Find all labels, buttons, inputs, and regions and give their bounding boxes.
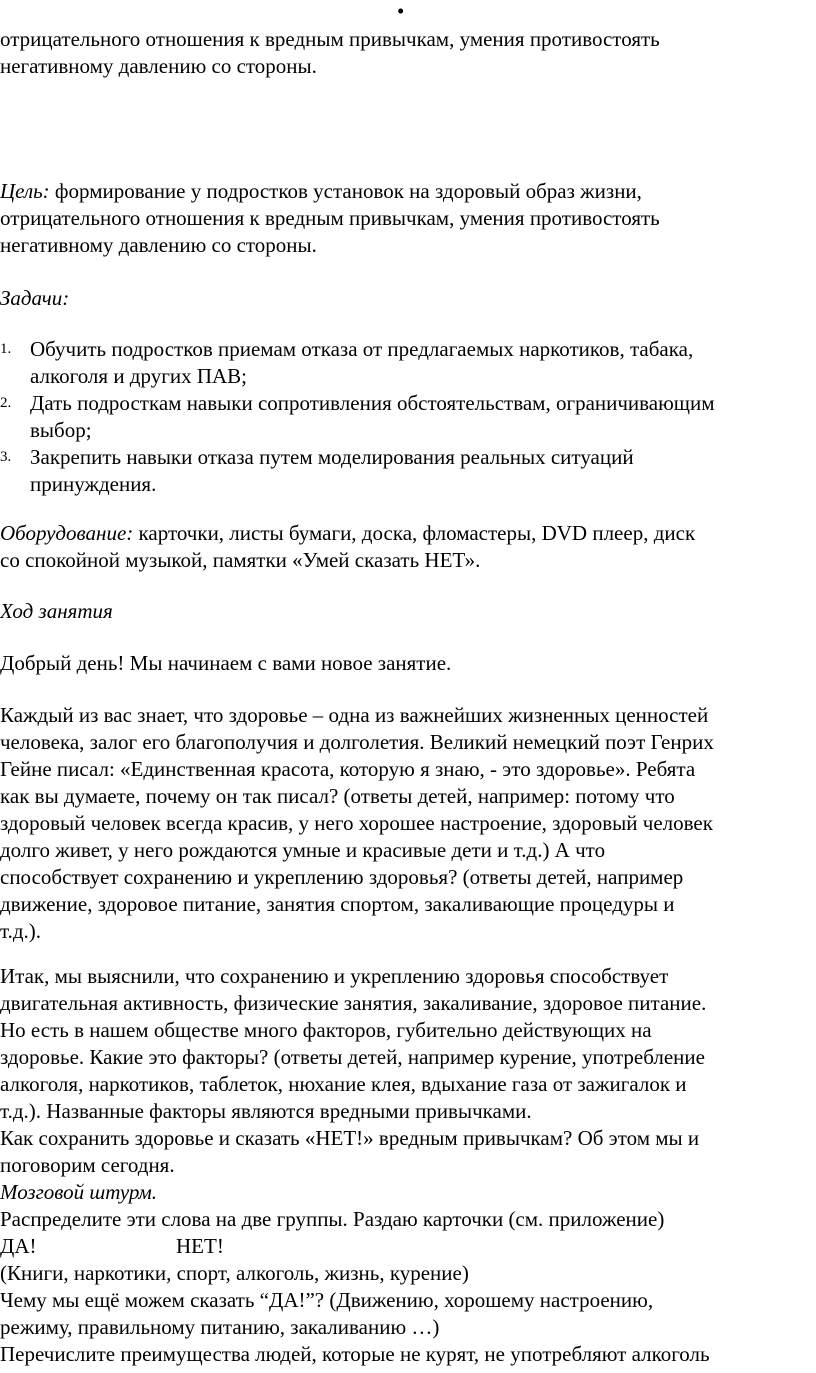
text-line: здоровый человек всегда красив, у него хорошее настроение, здоровый человек: [0, 811, 713, 835]
yes-no-row: [0, 1233, 816, 1260]
text-line: отрицательного отношения к вредным привычкам, умения противостоять: [0, 27, 660, 51]
yes-label: ДА!: [0, 1234, 37, 1258]
list-number: 2.: [0, 395, 12, 411]
brainstorm-instruction: Распределите эти слова на две группы. Раздаю карточки (см. приложение): [0, 1207, 665, 1231]
list-item: [0, 336, 816, 390]
equipment-label: Оборудование:: [0, 521, 134, 545]
list-number: 3.: [0, 449, 12, 465]
greeting-paragraph: Добрый день! Мы начинаем с вами новое занятие.: [0, 651, 452, 675]
text-line: со спокойной музыкой, памятки «Умей сказать НЕТ».: [0, 548, 481, 572]
list-item: [0, 390, 816, 444]
tasks-heading: Задачи:: [0, 286, 70, 310]
text-line: т.д.).: [0, 919, 42, 943]
text-line: Закрепить навыки отказа путем моделирования реальных ситуаций: [30, 445, 634, 469]
goal-paragraph: [0, 178, 816, 259]
text-line: долго живет, у него рождаются умные и красивые дети и т.д.) А что: [0, 838, 606, 862]
text-line: негативному давлению со стороны.: [0, 233, 317, 257]
text-line: алкоголя и других ПАВ;: [30, 364, 247, 388]
text-line: негативному давлению со стороны.: [0, 54, 317, 78]
text-line: Итак, мы выяснили, что сохранению и укреплению здоровья способствует: [0, 964, 669, 988]
text-line: режиму, правильному питанию, закаливанию …): [0, 1315, 440, 1339]
health-paragraph: [0, 702, 816, 945]
text-line: алкоголя, наркотиков, таблеток, нюхание клея, вдыхание газа от зажигалок и: [0, 1072, 687, 1096]
text-line: Каждый из вас знает, что здоровье – одна из важнейших жизненных ценностей: [0, 703, 709, 727]
equipment-text: карточки, листы бумаги, доска, фломастеры, DVD плеер, диск: [133, 521, 696, 545]
text-line: как вы думаете, почему он так писал? (ответы детей, например: потому что: [0, 784, 675, 808]
course-heading: Ход занятия: [0, 599, 113, 623]
brainstorm-section: [0, 1179, 816, 1368]
top-fragment: [0, 26, 816, 80]
text-line: Гейне писал: «Единственная красота, которую я знаю, - это здоровье». Ребята: [0, 757, 696, 781]
list-number: 1.: [0, 341, 12, 357]
tasks-list: [0, 336, 816, 498]
text-line: [0, 520, 816, 547]
text-line: человека, залог его благополучия и долголетия. Великий немецкий поэт Генрих: [0, 730, 714, 754]
brainstorm-heading: Мозговой штурм.: [0, 1180, 158, 1204]
text-line: [0, 178, 816, 205]
text-line: поговорим сегодня.: [0, 1153, 175, 1177]
text-line: т.д.). Названные факторы являются вредными привычками.: [0, 1099, 532, 1123]
goal-text: формирование у подростков установок на здоровый образ жизни,: [49, 179, 642, 203]
habits-paragraph: [0, 963, 816, 1179]
text-line: движение, здоровое питание, занятия спортом, закаливающие процедуры и: [0, 892, 675, 916]
text-line: выбор;: [30, 418, 92, 442]
no-label: НЕТ!: [176, 1234, 224, 1258]
text-line: Как сохранить здоровье и сказать «НЕТ!» вредным привычкам? Об этом мы и: [0, 1126, 700, 1150]
text-line: здоровье. Какие это факторы? (ответы детей, например курение, употребление: [0, 1045, 705, 1069]
text-line: принуждения.: [30, 472, 157, 496]
bullet-mark: •: [397, 0, 405, 23]
text-line: отрицательного отношения к вредным привычкам, умения противостоять: [0, 206, 660, 230]
text-line: Дать подросткам навыки сопротивления обстоятельствам, ограничивающим: [30, 391, 715, 415]
text-line: Чему мы ещё можем сказать “ДА!”? (Движению, хорошему настроению,: [0, 1288, 654, 1312]
words-line: (Книги, наркотики, спорт, алкоголь, жизнь, курение): [0, 1261, 469, 1285]
list-item: [0, 444, 816, 498]
equipment-paragraph: [0, 520, 816, 574]
text-line: способствует сохранению и укреплению здоровья? (ответы детей, например: [0, 865, 684, 889]
goal-label: Цель:: [0, 179, 50, 203]
text-line: Обучить подростков приемам отказа от предлагаемых наркотиков, табака,: [30, 337, 694, 361]
text-line: двигательная активность, физические занятия, закаливание, здоровое питание.: [0, 991, 707, 1015]
text-line: Но есть в нашем обществе много факторов, губительно действующих на: [0, 1018, 652, 1042]
text-line: Перечислите преимущества людей, которые не курят, не употребляют алкоголь: [0, 1342, 710, 1366]
